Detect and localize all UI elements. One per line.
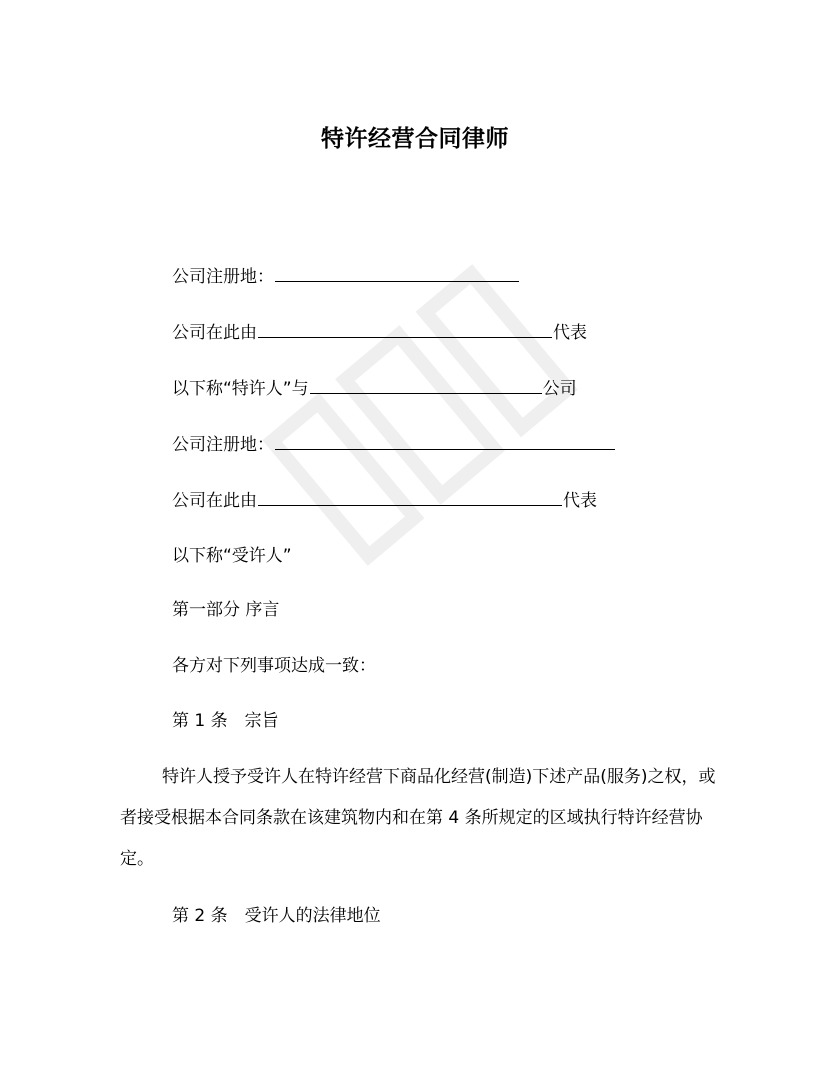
licensor-representative-line — [172, 320, 587, 345]
line-label: 公司注册地： — [172, 267, 274, 287]
article1-text: 特许人授予受许人在特许经营下商品化经营(制造)下述产品(服务)之权，或者接受根据本合同条款在该建筑物内和在第 4 条所规定的区域执行特许经营协定。 — [120, 767, 716, 869]
line-suffix: 代表 — [563, 491, 597, 511]
line-suffix: 公司 — [542, 379, 577, 399]
line-label: 公司注册地： — [172, 435, 274, 455]
blank-field[interactable] — [258, 320, 552, 338]
line-label: 公司在此由 — [172, 491, 257, 511]
blank-field[interactable] — [258, 488, 562, 506]
article1-heading: 第 1 条 宗旨 — [172, 711, 279, 731]
blank-field[interactable] — [275, 432, 615, 450]
licensor-definition-line — [172, 376, 577, 401]
licensor-address-line — [172, 264, 520, 289]
line-label: 公司在此由 — [172, 323, 257, 343]
line-label: 以下称“特许人”与 — [172, 379, 309, 399]
document-title: 特许经营合同律师 — [321, 126, 509, 152]
part1-heading: 第一部分 序言 — [172, 600, 280, 620]
line-suffix: 代表 — [553, 323, 587, 343]
blank-field[interactable] — [310, 376, 542, 394]
agreement-intro: 各方对下列事项达成一致： — [172, 656, 376, 676]
licensee-address-line — [172, 432, 616, 457]
article1-body — [120, 757, 720, 880]
licensee-definition-line: 以下称“受许人” — [172, 546, 292, 566]
article2-heading: 第 2 条 受许人的法律地位 — [172, 906, 381, 926]
licensee-representative-line — [172, 488, 597, 513]
blank-field[interactable] — [275, 264, 519, 282]
